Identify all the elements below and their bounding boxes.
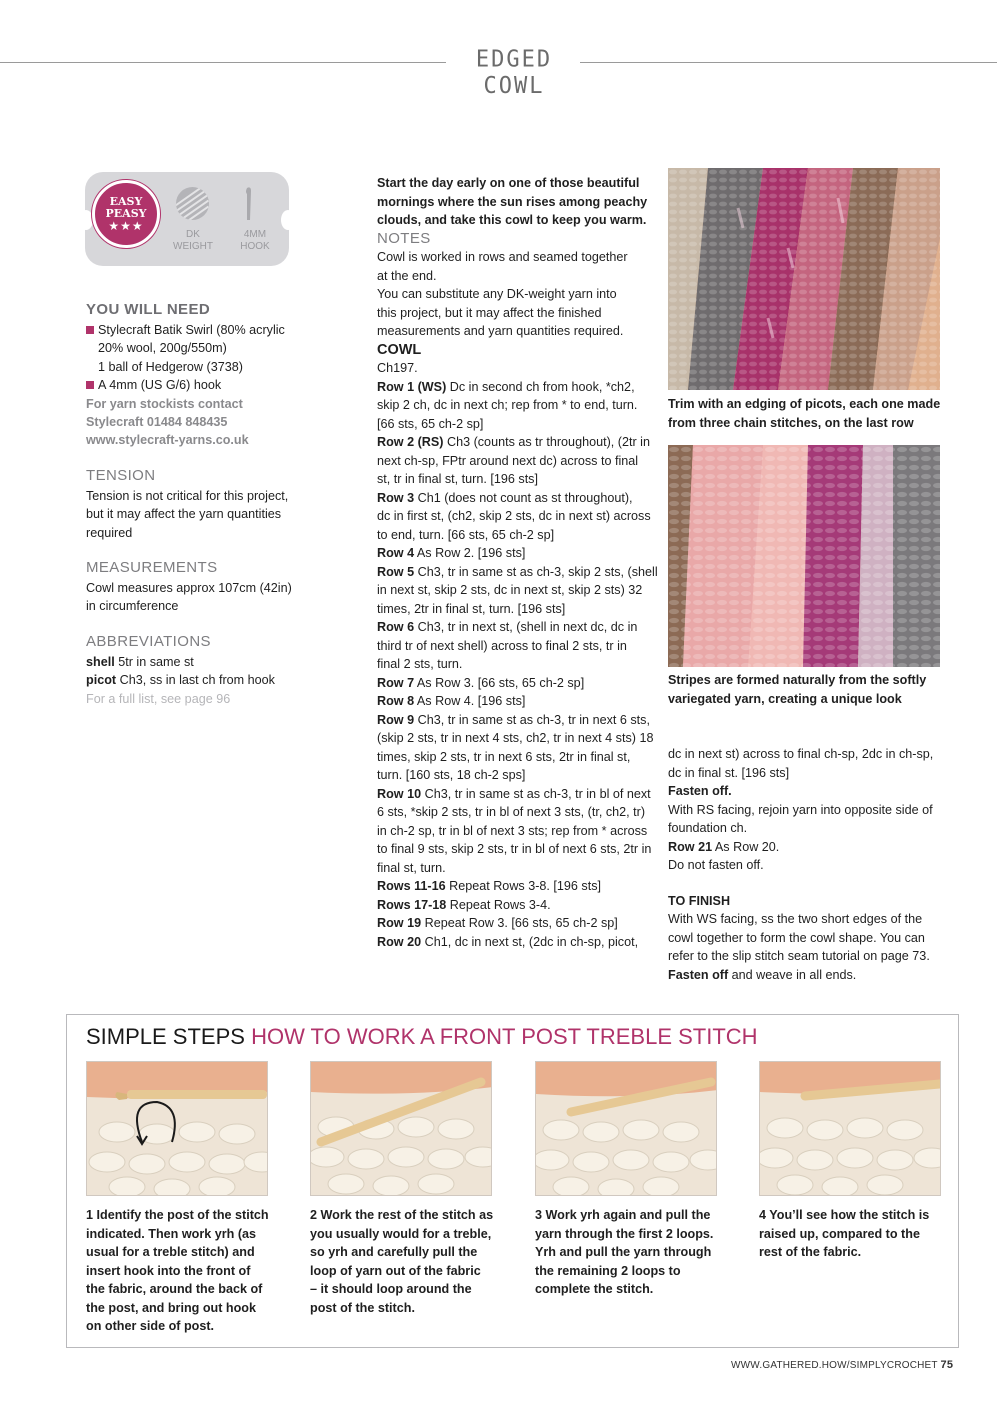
- difficulty-line1: EASY: [109, 195, 143, 208]
- abbr-picot-term: picot: [86, 673, 117, 688]
- step3-line5: complete the stitch.: [535, 1282, 654, 1296]
- row21-text: As Row 20.: [712, 839, 780, 854]
- badge-notch-right: [281, 210, 295, 230]
- notes-line5: measurements and yarn quantities required.: [377, 324, 624, 338]
- weight-label: [168, 229, 218, 253]
- step2-line4: loop of yarn out of the fabric: [310, 1263, 481, 1278]
- row5-label: Row 5: [377, 564, 415, 579]
- step4-photo: [759, 1061, 941, 1196]
- fasten-off-1: Fasten off.: [668, 784, 732, 798]
- cowl-heading: COWL: [377, 341, 422, 358]
- row2-label: Row 2 (RS): [377, 435, 444, 449]
- row2-text-b: next ch-sp, FPtr around next dc) across to final: [377, 453, 639, 468]
- measurements-line1: Cowl measures approx 107cm (42in): [86, 581, 292, 595]
- row5-text-c: times, 2tr in final st, turn. [196 sts]: [377, 601, 566, 616]
- row1-text-a: Dc in second ch from hook, *ch2,: [446, 379, 635, 394]
- material-yarn-line3: 1 ball of Hedgerow (3738): [98, 359, 243, 374]
- step3-text: [535, 1206, 725, 1299]
- tension-line2: but it may affect the yarn quantities: [86, 507, 282, 522]
- step2-line6: post of the stitch.: [310, 1300, 415, 1315]
- page-footer: [731, 1359, 953, 1371]
- tension-line1: Tension is not critical for this project,: [86, 489, 289, 503]
- row10-text-c: in ch-2 sp, tr in bl of next 3 sts; rep from * across: [377, 823, 648, 838]
- bullet-icon: [86, 326, 94, 334]
- rows17-label: Rows 17-18: [377, 897, 447, 912]
- step1-line5: the fabric, around the back of: [86, 1282, 263, 1296]
- notes-line1: Cowl is worked in rows and seamed together: [377, 250, 628, 264]
- notes-line4: this project, but it may affect the finished: [377, 305, 602, 320]
- cowl-photo-stripes: [668, 445, 940, 667]
- rejoin-line2: foundation ch.: [668, 821, 748, 835]
- page-number: 75: [940, 1359, 954, 1371]
- pattern-column-continued: [668, 745, 958, 984]
- tension-text: [86, 487, 326, 542]
- material-yarn-line1: Stylecraft Batik Swirl (80% acrylic: [98, 323, 285, 337]
- difficulty-stars: ★★★: [108, 219, 144, 233]
- caption-top-line1: Trim with an edging of picots, each one made: [668, 397, 941, 411]
- step3-line4: the remaining 2 loops to: [535, 1263, 681, 1278]
- step2-line5: – it should loop around the: [310, 1282, 472, 1296]
- step2-photo: [310, 1061, 492, 1196]
- finish-line4: and weave in all ends.: [728, 967, 857, 982]
- row8-label: Row 8: [377, 694, 415, 708]
- row10-label: Row 10: [377, 786, 422, 801]
- step3-line2: yarn through the first 2 loops.: [535, 1226, 714, 1241]
- row6-text-c: final 2 sts, turn.: [377, 657, 463, 671]
- stockist-line1: For yarn stockists contact: [86, 396, 243, 411]
- footer-url-link[interactable]: WWW.GATHERED.HOW/SIMPLYCROCHET: [731, 1360, 938, 1371]
- material-yarn-line2: 20% wool, 200g/550m): [98, 341, 227, 356]
- simple-steps-heading: [86, 1024, 758, 1050]
- row3-label: Row 3: [377, 490, 415, 505]
- step3-photo: [535, 1061, 717, 1196]
- step1-line3: usual for a treble stitch) and: [86, 1245, 255, 1259]
- caption-bottom-line2: variegated yarn, creating a unique look: [668, 691, 902, 706]
- material-hook: A 4mm (US G/6) hook: [98, 378, 222, 393]
- measurements-line2: in circumference: [86, 599, 179, 614]
- bullet-icon: [86, 381, 94, 389]
- row10-text-e: final st, turn.: [377, 860, 446, 875]
- finish-line2: cowl together to form the cowl shape. You can: [668, 930, 925, 945]
- row3-text-a: Ch1 (does not count as st throughout),: [414, 490, 633, 505]
- caption-bottom: [668, 671, 958, 708]
- weight-label-line1: DK: [186, 229, 200, 240]
- materials-list: [86, 321, 326, 450]
- row2-text-c: st, tr in final st, turn. [196 sts]: [377, 472, 538, 486]
- row1-text-c: [66 sts, 65 ch-2 sp]: [377, 416, 484, 431]
- row3-text-c: to end, turn. [66 sts, 65 ch-2 sp]: [377, 527, 555, 542]
- row7-label: Row 7: [377, 675, 415, 690]
- finish-line3: refer to the slip stitch seam tutorial on page 73.: [668, 949, 930, 963]
- abbreviations-heading: ABBREVIATIONS: [86, 633, 211, 650]
- cowl-photo-picot-edge: [668, 168, 940, 390]
- difficulty-badge: [92, 180, 160, 248]
- row5-text-b: in next st, skip 2 sts, dc in next st, skip 2 sts) 32: [377, 583, 643, 597]
- crochet-hook-icon: [244, 186, 254, 222]
- hook-label-line2: HOOK: [240, 241, 270, 252]
- page-title: EDGED COWL: [475, 46, 553, 100]
- row8-text-a: As Row 4. [196 sts]: [414, 694, 526, 708]
- simple-steps-subtitle: HOW TO WORK A FRONT POST TREBLE STITCH: [251, 1024, 758, 1049]
- row20-cont-line2: dc in final st. [196 sts]: [668, 765, 790, 780]
- row9-text-d: turn. [160 sts, 18 ch-2 sps]: [377, 768, 526, 782]
- intro-line1: Start the day early on one of those beautiful: [377, 176, 640, 190]
- step1-photo: [86, 1061, 268, 1196]
- rejoin-line1: With RS facing, rejoin yarn into opposite side of: [668, 802, 933, 817]
- step4-line1: You’ll see how the stitch is: [766, 1208, 930, 1222]
- rows17-text: Repeat Rows 3-4.: [446, 897, 551, 912]
- row6-text-a: Ch3, tr in next st, (shell in next dc, dc in: [414, 620, 638, 634]
- tension-line3: required: [86, 525, 133, 540]
- abbr-shell-term: shell: [86, 655, 115, 669]
- row10-text-a: Ch3, tr in same st as ch-3, tr in bl of next: [421, 786, 651, 801]
- row10-text-d: to final 9 sts, skip 2 sts, tr in bl of next 6 sts, 2tr in: [377, 842, 652, 856]
- row9-text-a: Ch3, tr in same st as ch-3, tr in next 6 sts,: [414, 712, 650, 727]
- you-will-need-heading: YOU WILL NEED: [86, 301, 211, 318]
- step1-line7: on other side of post.: [86, 1319, 215, 1333]
- caption-bottom-line1: Stripes are formed naturally from the softly: [668, 673, 927, 687]
- row4-label: Row 4: [377, 546, 415, 560]
- caption-top-line2: from three chain stitches, on the last row: [668, 415, 914, 430]
- step1-line4: insert hook into the front of: [86, 1263, 251, 1278]
- step2-line2: you usually would for a treble,: [310, 1226, 492, 1241]
- row20-text: Ch1, dc in next st, (2dc in ch-sp, picot,: [421, 934, 639, 949]
- step2-text: [310, 1206, 500, 1317]
- difficulty-line2: PEASY: [105, 207, 147, 220]
- hook-label-line1: 4MM: [243, 229, 267, 240]
- abbreviations-list: [86, 653, 326, 708]
- row10-text-b: 6 sts, *skip 2 sts, tr in bl of next 3 sts, (tr, ch2, tr): [377, 805, 646, 819]
- badge-notch-left: [79, 210, 93, 230]
- step2-line1: Work the rest of the stitch as: [317, 1208, 494, 1222]
- row20-cont-line1: dc in next st) across to final ch-sp, 2dc in ch-sp,: [668, 747, 934, 761]
- fasten-off-2: Fasten off: [668, 967, 729, 982]
- step4-text: [759, 1206, 949, 1262]
- cowl-chain: Ch197.: [377, 361, 418, 375]
- notes-line2: at the end.: [377, 268, 437, 283]
- step2-line3: so yrh and carefully pull the: [310, 1245, 478, 1259]
- stockist-phone: Stylecraft 01484 848435: [86, 415, 228, 430]
- tension-heading: TENSION: [86, 467, 156, 484]
- rows11-text: Repeat Rows 3-8. [196 sts]: [445, 879, 602, 893]
- weight-label-line2: WEIGHT: [173, 241, 213, 252]
- abbr-more-link[interactable]: For a full list, see page 96: [86, 691, 231, 706]
- abbr-shell-def: 5tr in same st: [114, 655, 194, 669]
- row2-text-a: Ch3 (counts as tr throughout), (2tr in: [443, 435, 650, 449]
- step4-line2: raised up, compared to the: [759, 1226, 920, 1241]
- caption-top: [668, 395, 958, 432]
- step1-text: [86, 1206, 276, 1336]
- intro-line2: mornings where the sun rises among peachy: [377, 194, 648, 209]
- finish-line1: With WS facing, ss the two short edges of the: [668, 912, 923, 926]
- pattern-column: [377, 174, 659, 951]
- header-rule-left: [0, 62, 446, 63]
- row7-text-a: As Row 3. [66 sts, 65 ch-2 sp]: [414, 675, 585, 690]
- simple-steps-label: SIMPLE STEPS: [86, 1024, 245, 1049]
- row19-label: Row 19: [377, 916, 422, 930]
- notes-line3: You can substitute any DK-weight yarn into: [377, 287, 617, 301]
- row19-text: Repeat Row 3. [66 sts, 65 ch-2 sp]: [421, 916, 618, 930]
- measurements-text: [86, 579, 326, 616]
- step2-number: 2: [310, 1208, 318, 1222]
- row1-text-b: skip 2 ch, dc in next ch; rep from * to end, turn.: [377, 398, 638, 412]
- step1-number: 1: [86, 1208, 94, 1222]
- notes-heading: NOTES: [377, 229, 431, 247]
- stockist-website-link[interactable]: www.stylecraft-yarns.co.uk: [86, 433, 249, 448]
- row6-label: Row 6: [377, 620, 415, 634]
- hook-label: [230, 229, 280, 253]
- intro-line3: clouds, and take this cowl to keep you warm.: [377, 213, 647, 227]
- yarn-ball-icon: [176, 187, 209, 220]
- row4-text-a: As Row 2. [196 sts]: [414, 546, 526, 560]
- step4-number: 4: [759, 1208, 767, 1222]
- header-rule-right: [580, 62, 997, 63]
- row3-text-b: dc in first st, (ch2, skip 2 sts, dc in next st) across: [377, 509, 651, 523]
- rows11-label: Rows 11-16: [377, 879, 446, 893]
- step1-line2: indicated. Then work yrh (as: [86, 1226, 257, 1241]
- row9-text-c: times, skip 2 sts, tr in next 6 sts, 2tr in final st,: [377, 749, 631, 764]
- step1-line1: Identify the post of the stitch: [93, 1208, 269, 1222]
- row20-label: Row 20: [377, 934, 422, 949]
- abbr-picot-def: Ch3, ss in last ch from hook: [116, 673, 275, 688]
- row9-text-b: (skip 2 sts, tr in next 4 sts, ch2, tr in next 4 sts) 18: [377, 731, 654, 745]
- row9-label: Row 9: [377, 712, 415, 727]
- row5-text-a: Ch3, tr in same st as ch-3, skip 2 sts, (shell: [414, 564, 658, 579]
- row1-label: Row 1 (WS): [377, 379, 447, 394]
- step3-line1: Work yrh again and pull the: [542, 1208, 711, 1222]
- step3-number: 3: [535, 1208, 543, 1222]
- row6-text-b: third tr of next shell) across to final 2 sts, tr in: [377, 638, 627, 653]
- do-not-fasten: Do not fasten off.: [668, 858, 764, 872]
- step4-line3: rest of the fabric.: [759, 1245, 862, 1259]
- step3-line3: Yrh and pull the yarn through: [535, 1245, 712, 1259]
- step1-line6: the post, and bring out hook: [86, 1300, 256, 1315]
- measurements-heading: MEASUREMENTS: [86, 559, 218, 576]
- to-finish-heading: TO FINISH: [668, 893, 731, 908]
- row21-label: Row 21: [668, 839, 713, 854]
